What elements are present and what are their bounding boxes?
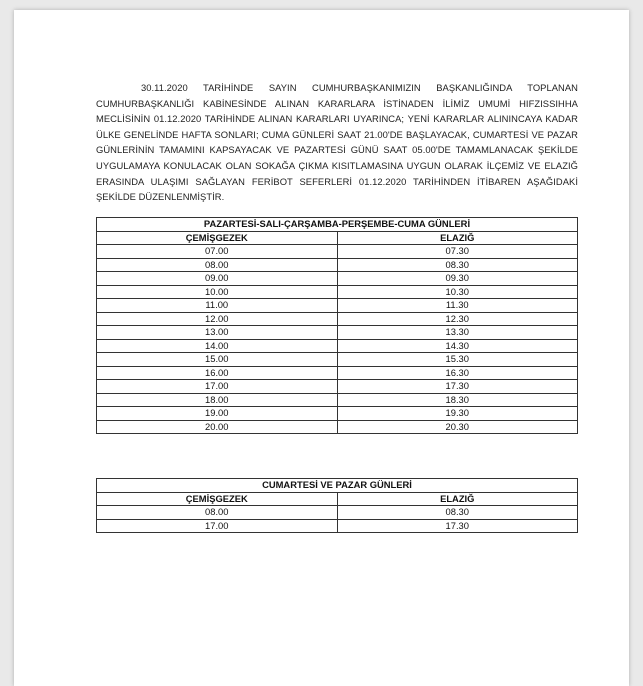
departure-elazig-cell: 15.30: [337, 353, 578, 367]
table-row: [97, 299, 578, 313]
departure-elazig-cell: 11.30: [337, 299, 578, 313]
departure-elazig-cell: 08.30: [337, 258, 578, 272]
table-body: [97, 506, 578, 533]
table-row: [97, 326, 578, 340]
weekday-ferry-schedule-table: [96, 217, 578, 434]
table-title: PAZARTESİ-SALI-ÇARŞAMBA-PERŞEMBE-CUMA GÜNLERİ: [97, 218, 578, 232]
departure-cemisgezek-cell: 10.00: [97, 285, 338, 299]
departure-cemisgezek-cell: 17.00: [97, 380, 338, 394]
column-header-elazig: ELAZIĞ: [337, 231, 578, 245]
departure-elazig-cell: 19.30: [337, 407, 578, 421]
table-row: [97, 519, 578, 533]
table-row: [97, 312, 578, 326]
announcement-paragraph: 30.11.2020 TARİHİNDE SAYIN CUMHURBAŞKANIMIZIN BAŞKANLIĞINDA TOPLANAN CUMHURBAŞKANLIĞI KABİNESİNDE ALINAN KARARLARA İSTİNADEN İLİMİZ UMUMİ HIFZISSIHHA MECLİSİNİN 01.12.2020 TARİHİNDE ALINAN KARARLARI UYARINCA; YENİ KARARLAR ALININCAYA KADAR ÜLKE GENELİNDE HAFTA SONLARI; CUMA GÜNLERİ SAAT 21.00'DE BAŞLAYACAK, CUMARTESİ VE PAZAR GÜNLERİNİN TAMAMINI KAPSAYACAK VE PAZARTESİ GÜNÜ SAAT 05.00'DE TAMAMLANACAK ŞEKİLDE UYGULAMAYA KONULACAK OLAN SOKAĞA ÇIKMA KISITLAMASINA UYGUN OLARAK İLÇEMİZ VE ELAZIĞ ERASINDA ULAŞIMI SAĞLAYAN FERİBOT SEFERLERİ 01.12.2020 TARİHİNDEN İTİBAREN AŞAĞIDAKİ ŞEKİLDE DÜZENLENMİŞTİR.: [96, 82, 578, 203]
table-row: [97, 407, 578, 421]
departure-elazig-cell: 09.30: [337, 272, 578, 286]
table-row: [97, 285, 578, 299]
departure-elazig-cell: 18.30: [337, 393, 578, 407]
departure-cemisgezek-cell: 20.00: [97, 420, 338, 434]
weekend-ferry-schedule-table: [96, 478, 578, 533]
table-row: [97, 366, 578, 380]
column-header-elazig: ELAZIĞ: [337, 492, 578, 506]
table-row: [97, 258, 578, 272]
departure-elazig-cell: 12.30: [337, 312, 578, 326]
document-page: [14, 10, 629, 686]
table-body: [97, 245, 578, 434]
column-header-cemisgezek: ÇEMİŞGEZEK: [97, 231, 338, 245]
departure-cemisgezek-cell: 15.00: [97, 353, 338, 367]
departure-cemisgezek-cell: 18.00: [97, 393, 338, 407]
departure-cemisgezek-cell: 07.00: [97, 245, 338, 259]
table-row: [97, 245, 578, 259]
table-row: [97, 380, 578, 394]
departure-cemisgezek-cell: 08.00: [97, 506, 338, 520]
departure-cemisgezek-cell: 17.00: [97, 519, 338, 533]
departure-elazig-cell: 13.30: [337, 326, 578, 340]
departure-cemisgezek-cell: 13.00: [97, 326, 338, 340]
departure-cemisgezek-cell: 16.00: [97, 366, 338, 380]
departure-elazig-cell: 16.30: [337, 366, 578, 380]
table-row: [97, 420, 578, 434]
departure-cemisgezek-cell: 08.00: [97, 258, 338, 272]
table-row: [97, 506, 578, 520]
departure-cemisgezek-cell: 09.00: [97, 272, 338, 286]
table-row: [97, 272, 578, 286]
departure-cemisgezek-cell: 14.00: [97, 339, 338, 353]
departure-elazig-cell: 10.30: [337, 285, 578, 299]
departure-elazig-cell: 08.30: [337, 506, 578, 520]
departure-cemisgezek-cell: 11.00: [97, 299, 338, 313]
departure-cemisgezek-cell: 12.00: [97, 312, 338, 326]
departure-cemisgezek-cell: 19.00: [97, 407, 338, 421]
departure-elazig-cell: 14.30: [337, 339, 578, 353]
departure-elazig-cell: 17.30: [337, 519, 578, 533]
table-title: CUMARTESİ VE PAZAR GÜNLERİ: [97, 479, 578, 493]
table-row: [97, 353, 578, 367]
table-row: [97, 339, 578, 353]
column-header-cemisgezek: ÇEMİŞGEZEK: [97, 492, 338, 506]
departure-elazig-cell: 17.30: [337, 380, 578, 394]
departure-elazig-cell: 20.30: [337, 420, 578, 434]
departure-elazig-cell: 07.30: [337, 245, 578, 259]
table-row: [97, 393, 578, 407]
